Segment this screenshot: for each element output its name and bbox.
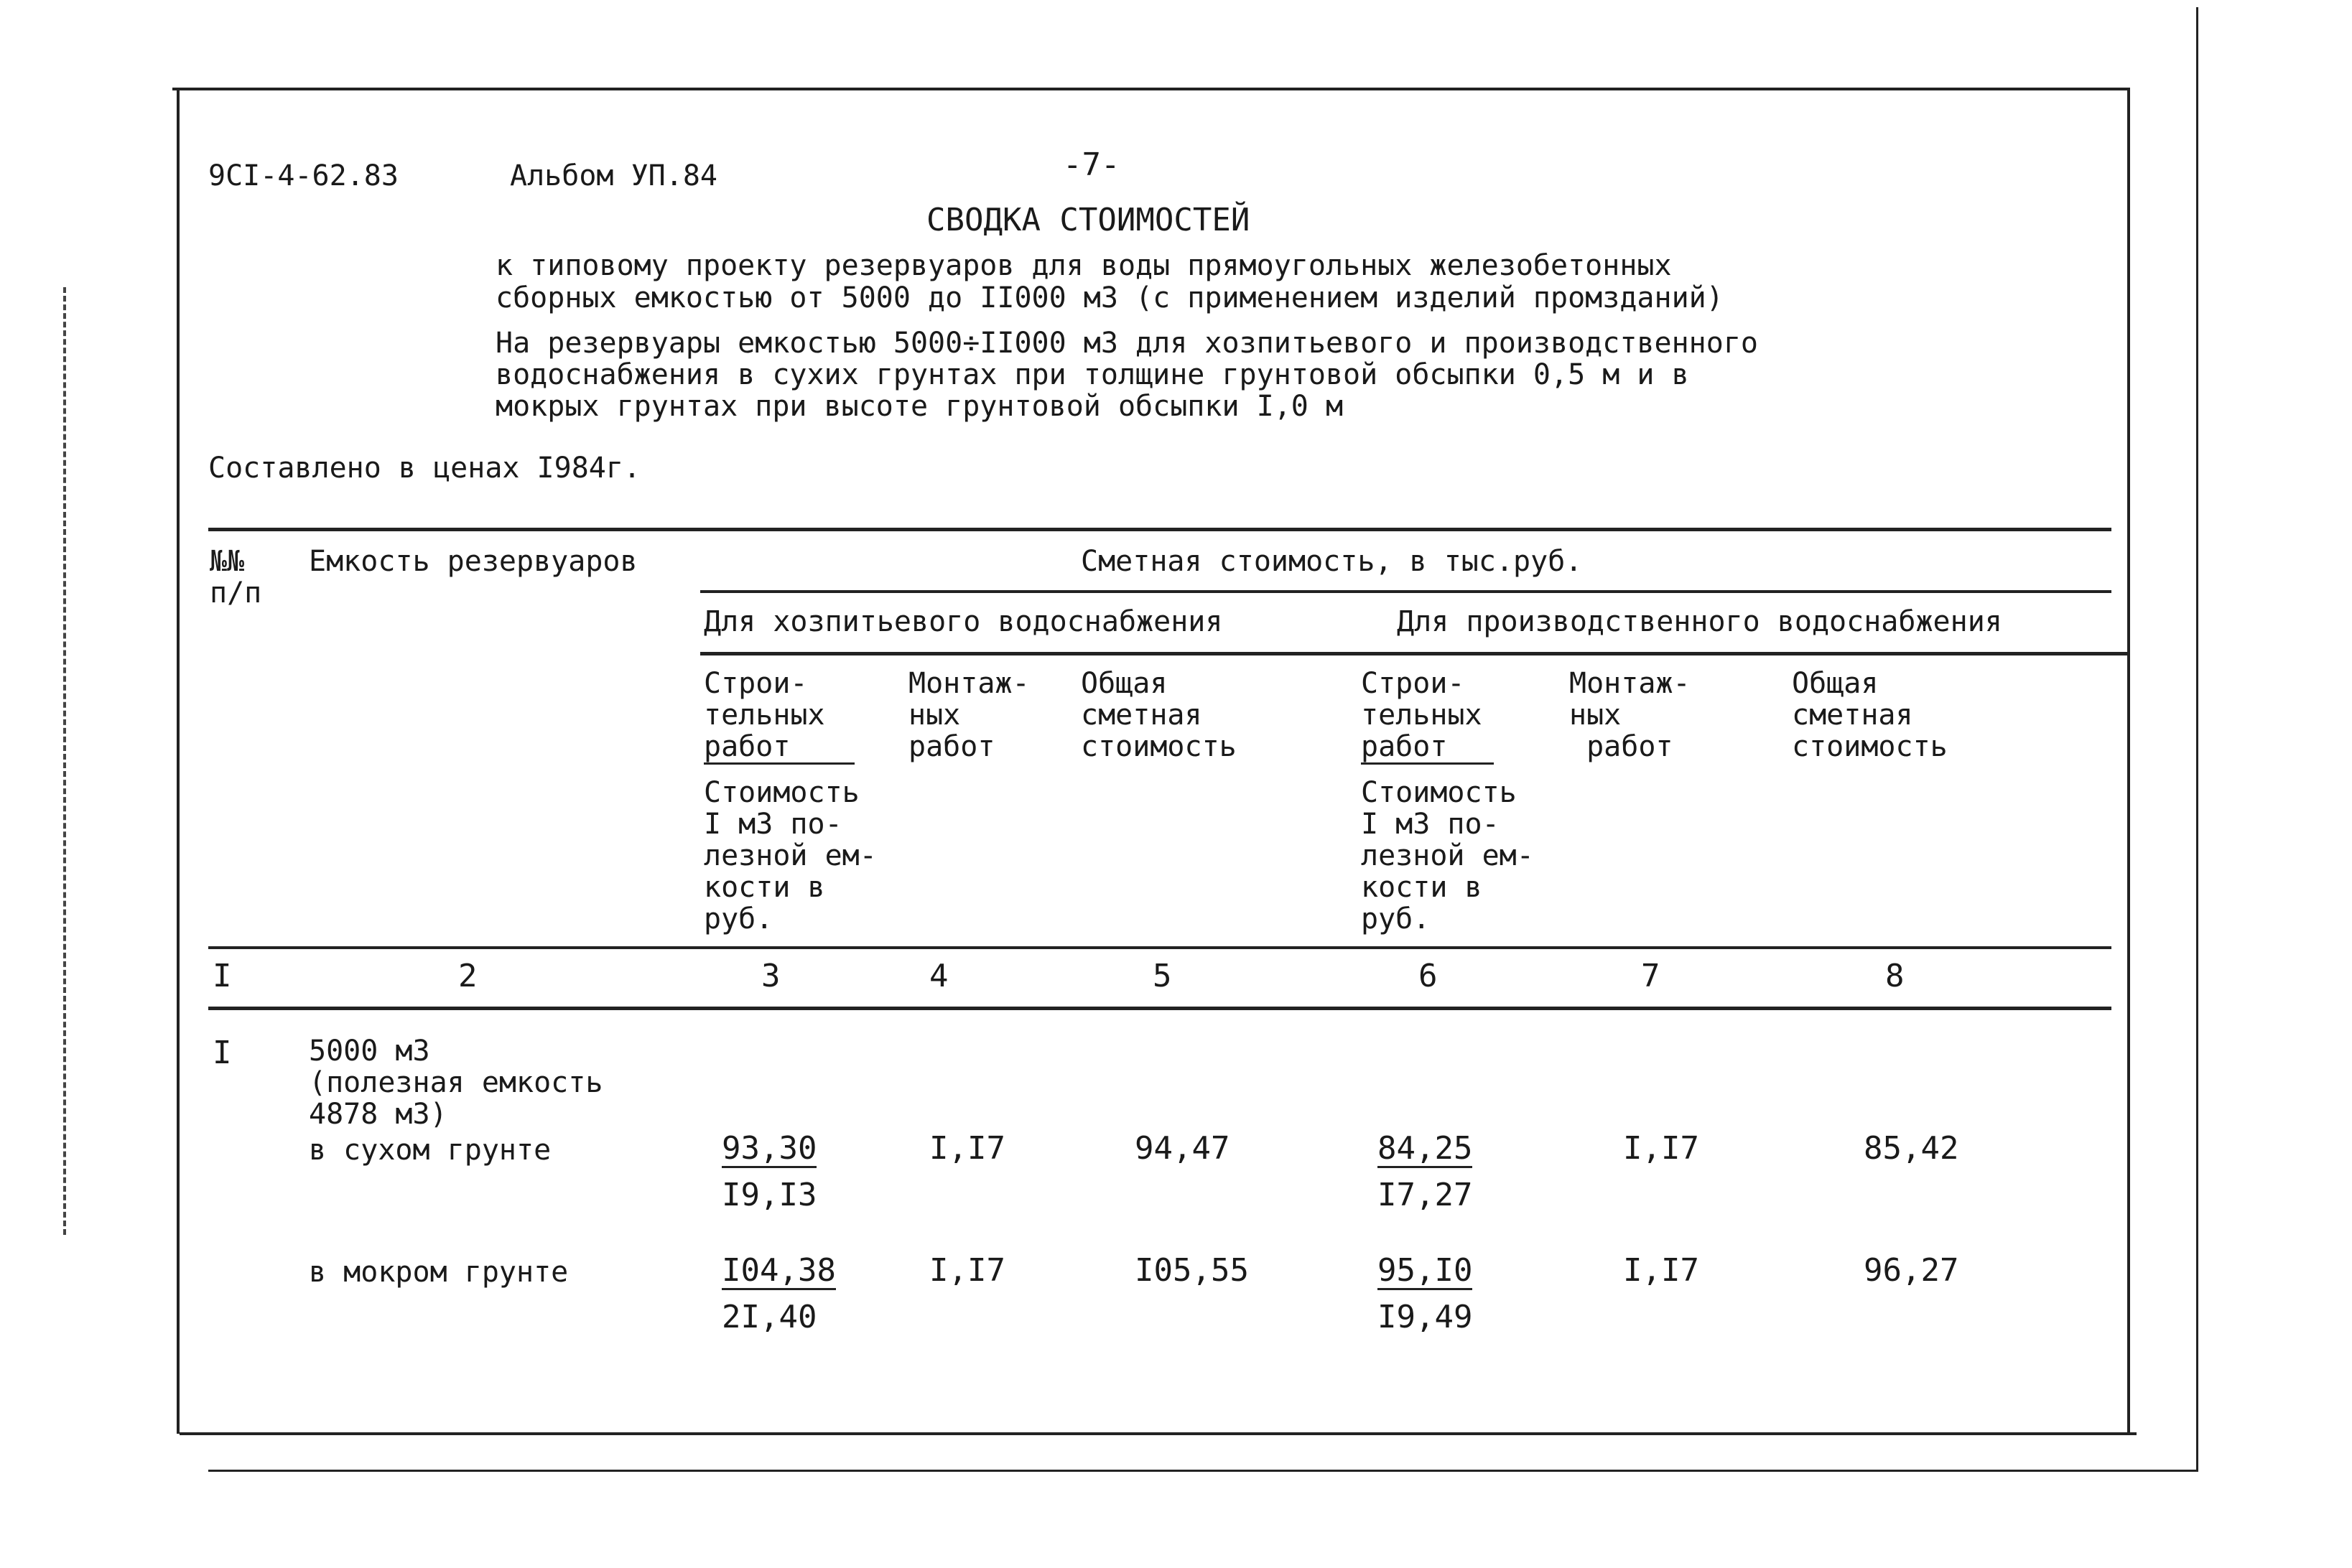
dry-unit-cost-domestic: I9,I3 (722, 1177, 817, 1213)
dry-construction-domestic: 93,30 (722, 1130, 817, 1167)
frame-right-border (2127, 88, 2130, 1434)
wet-installation-domestic: I,I7 (929, 1252, 1005, 1289)
page-number: -7- (1063, 146, 1120, 183)
header-total-industrial: Общая сметная стоимость (1792, 667, 1948, 763)
header-unit-cost-industrial: Стоимость I м3 по- лезной ем- кости в руб. (1361, 776, 1534, 935)
wet-unit-cost-domestic: 2I,40 (722, 1299, 817, 1335)
wet-construction-industrial: 95,I0 (1377, 1252, 1473, 1289)
table-top-rule (208, 528, 2111, 531)
header-row-number: №№ п/п (210, 545, 262, 610)
header-industrial-water: Для производственного водоснабжения (1397, 605, 2002, 638)
description-line-2: водоснабжения в сухих грунтах при толщине грунтовой обсыпки 0,5 м и в (496, 358, 1689, 391)
wet-total-domestic: I05,55 (1135, 1252, 1249, 1289)
header-installation-domestic: Монтаж- ных работ (908, 667, 1030, 763)
header-construction-works-industrial-2: работ (1361, 732, 1494, 765)
doc-code: 9CI-4-62.83 (208, 159, 399, 192)
page-edge-bottom (208, 1470, 2198, 1472)
wet-installation-industrial: I,I7 (1623, 1252, 1699, 1289)
dry-ground-label: в сухом грунте (309, 1134, 552, 1167)
col-number-1: I (213, 958, 232, 994)
row-number: I (213, 1035, 232, 1071)
row-capacity: 5000 м3 (полезная емкость 4878 м3) (309, 1035, 603, 1131)
col-number-5: 5 (1153, 958, 1172, 994)
frame-bottom-border (180, 1432, 2137, 1435)
col-number-6: 6 (1418, 958, 1438, 994)
frame-left-border (177, 88, 180, 1434)
col-number-2: 2 (458, 958, 478, 994)
dry-unit-cost-industrial: I7,27 (1377, 1177, 1473, 1213)
page-edge-right (2196, 7, 2198, 1472)
col-number-4: 4 (929, 958, 949, 994)
binding-marks (63, 287, 66, 1235)
album-label: Альбом УП.84 (510, 159, 717, 192)
col-number-7: 7 (1641, 958, 1660, 994)
wet-unit-cost-industrial: I9,49 (1377, 1299, 1473, 1335)
header-construction-works-domestic-2: работ (704, 732, 855, 765)
frame-top-border (172, 88, 2129, 90)
wet-ground-label: в мокром грунте (309, 1256, 569, 1289)
subheader-rule (700, 652, 2129, 655)
header-construction-works-industrial: Строи- тельных (1361, 667, 1482, 732)
header-bottom-rule (208, 946, 2111, 949)
dry-construction-industrial: 84,25 (1377, 1130, 1473, 1167)
header-domestic-water: Для хозпитьевого водоснабжения (704, 605, 1223, 638)
col-number-3: 3 (761, 958, 781, 994)
page-title: СВОДКА СТОИМОСТЕЙ (926, 202, 1250, 238)
header-unit-cost-domestic: Стоимость I м3 по- лезной ем- кости в руб. (704, 776, 877, 935)
dry-total-industrial: 85,42 (1864, 1130, 1959, 1167)
subtitle-line-2: сборных емкостью от 5000 до II000 м3 (с применением изделий промзданий) (496, 281, 1724, 314)
header-installation-industrial: Монтаж- ных работ (1569, 667, 1691, 763)
header-estimated-cost: Сметная стоимость, в тыс.руб. (1081, 545, 1583, 578)
description-line-1: На резервуары емкостью 5000÷II000 м3 для хозпитьевого и производственного (496, 327, 1758, 360)
col-number-8: 8 (1885, 958, 1905, 994)
dry-installation-industrial: I,I7 (1623, 1130, 1699, 1167)
header-total-domestic: Общая сметная стоимость (1081, 667, 1237, 763)
wet-construction-domestic: I04,38 (722, 1252, 836, 1289)
header-construction-works-domestic: Строи- тельных (704, 667, 825, 732)
description-line-3: мокрых грунтах при высоте грунтовой обсыпки I,0 м (496, 390, 1344, 423)
col-number-rule (208, 1007, 2111, 1010)
compiled-note: Составлено в ценах I984г. (208, 452, 641, 485)
dry-installation-domestic: I,I7 (929, 1130, 1005, 1167)
header-capacity: Емкость резервуаров (309, 545, 638, 578)
dry-total-domestic: 94,47 (1135, 1130, 1230, 1167)
wet-total-industrial: 96,27 (1864, 1252, 1959, 1289)
cost-header-rule (700, 590, 2111, 593)
subtitle-line-1: к типовому проекту резервуаров для воды прямоугольных железобетонных (496, 249, 1672, 282)
